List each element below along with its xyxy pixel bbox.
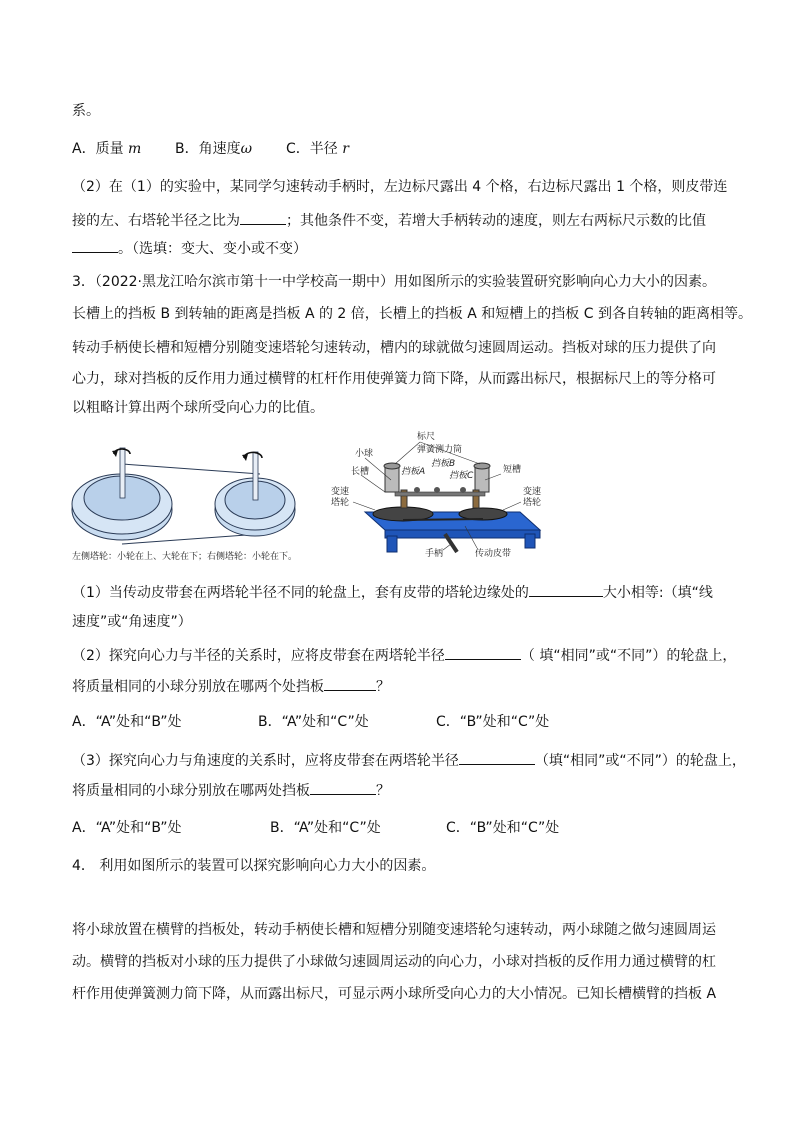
q4-line4: 杆作用使弹簧测力筒下降，从而露出标尺，可显示两小球所受向心力的大小情况。已知长槽横臂的挡板 A [72, 986, 717, 1002]
q3-part3-line1 [72, 750, 746, 771]
text-fragment: 系。 [72, 103, 100, 119]
answer-blank [324, 676, 376, 691]
text: 。（选填：变大、变小或不变） [118, 241, 307, 257]
text: （填“相同”或“不同”）的轮盘上， [534, 753, 746, 769]
option-b-angular-velocity [175, 139, 252, 159]
option-c-radius [286, 139, 349, 159]
answer-blank [445, 645, 521, 660]
tower-wheels-figure [70, 440, 310, 550]
label-variable-tower-right: 变速 [523, 487, 542, 497]
q3-line3: 转动手柄使长槽和短槽分别随变速塔轮匀速转动，槽内的球就做匀速圆周运动。挡板对球的压力提供了向 [72, 340, 716, 356]
q4-line3: 动。横臂的挡板对小球的压力提供了小球做匀速圆周运动的向心力，小球对挡板的反作用力通过横臂的杠 [72, 954, 716, 970]
q3-part2-line2 [72, 676, 390, 697]
prev-part2-line1: （2）在（1）的实验中，某同学匀速转动手柄时，左边标尺露出 4 个格，右边标尺露出 1 个格，则皮带连 [72, 179, 728, 195]
prev-part2-line2 [72, 210, 706, 231]
label-plate-b: 挡板B [431, 459, 456, 469]
text: 大小相等:（填“线 [602, 585, 713, 601]
text: （1）当传动皮带套在两塔轮半径不同的轮盘上，套有皮带的塔轮边缘处的 [72, 585, 529, 601]
label-spring-tube: 弹簧测力筒 [417, 445, 463, 455]
q3-part1-line1 [72, 582, 713, 603]
q3-line1: 3．（2022·黑龙江哈尔滨市第十一中学校高一期中）用如图所示的实验装置研究影响向心力大小的因素。 [72, 274, 716, 290]
q3-part1-line2: 速度”或“角速度”） [72, 614, 192, 630]
answer-blank [459, 750, 535, 765]
figure-caption: 左侧塔轮：小轮在上、大轮在下；右侧塔轮：小轮在下。 [72, 552, 298, 562]
q4-line1: 4． 利用如图所示的装置可以探究影响向心力大小的因素。 [72, 858, 436, 874]
label-belt: 传动皮带 [475, 549, 512, 559]
q3-part3-line2 [72, 780, 390, 801]
text: （2）探究向心力与半径的关系时，应将皮带套在两塔轮半径 [72, 648, 445, 664]
label-plate-c: 挡板C [449, 471, 474, 481]
q3-p2-option-c: C．“B”处和“C”处 [436, 714, 550, 730]
q3-p3-option-c: C．“B”处和“C”处 [446, 820, 560, 836]
label-variable-tower-right-2: 塔轮 [523, 498, 542, 508]
option-label: C．半径 [286, 141, 338, 157]
label-variable-tower-left: 变速 [331, 487, 350, 497]
q3-p3-option-a: A．“A”处和“B”处 [72, 820, 182, 836]
text: （ 填“相同”或“不同”）的轮盘上， [520, 648, 737, 664]
label-ball: 小球 [355, 449, 374, 459]
text: ？ [376, 783, 390, 799]
q3-line5: 以粗略计算出两个球所受向心力的比值。 [72, 400, 324, 416]
q3-p2-option-b: B．“A”处和“C”处 [258, 714, 369, 730]
label-short-groove: 短槽 [503, 465, 522, 475]
option-label: B．角速度 [175, 141, 241, 157]
prev-part2-line3 [72, 238, 307, 259]
q4-line2: 将小球放置在横臂的挡板处，转动手柄使长槽和短槽分别随变速塔轮匀速转动，两小球随之做匀速圆周运 [72, 922, 716, 938]
centripetal-apparatus-figure [325, 430, 550, 562]
label-handle: 手柄 [425, 549, 444, 559]
text: ？ [376, 679, 390, 695]
answer-blank [72, 238, 118, 253]
option-symbol: ω [240, 141, 253, 157]
text: ；其他条件不变，若增大手柄转动的速度，则左右两标尺示数的比值 [286, 213, 706, 229]
option-symbol: r [342, 141, 349, 157]
answer-blank [529, 582, 603, 597]
q3-part2-line1 [72, 645, 736, 666]
text: 接的左、右塔轮半径之比为 [72, 213, 240, 229]
label-variable-tower-left-2: 塔轮 [331, 498, 350, 508]
label-long-groove: 长槽 [351, 467, 370, 477]
option-symbol: m [128, 141, 142, 157]
answer-blank [240, 210, 286, 225]
label-ruler: 标尺 [417, 432, 436, 442]
text: （3）探究向心力与角速度的关系时，应将皮带套在两塔轮半径 [72, 753, 459, 769]
label-plate-a: 挡板A [401, 467, 426, 477]
answer-blank [310, 780, 376, 795]
text: 将质量相同的小球分别放在哪两个处挡板 [72, 679, 324, 695]
text: 将质量相同的小球分别放在哪两处挡板 [72, 783, 310, 799]
q3-line2: 长槽上的挡板 B 到转轴的距离是挡板 A 的 2 倍，长槽上的挡板 A 和短槽上的挡板 C 到各自转轴的距离相等。 [72, 306, 752, 322]
q3-p2-option-a: A．“A”处和“B”处 [72, 714, 182, 730]
q3-p3-option-b: B．“A”处和“C”处 [270, 820, 381, 836]
q3-line4: 心力，球对挡板的反作用力通过横臂的杠杆作用使弹簧力筒下降，从而露出标尺，根据标尺上的等分格可 [72, 371, 716, 387]
option-a-mass [72, 139, 141, 159]
option-label: A．质量 [72, 141, 124, 157]
